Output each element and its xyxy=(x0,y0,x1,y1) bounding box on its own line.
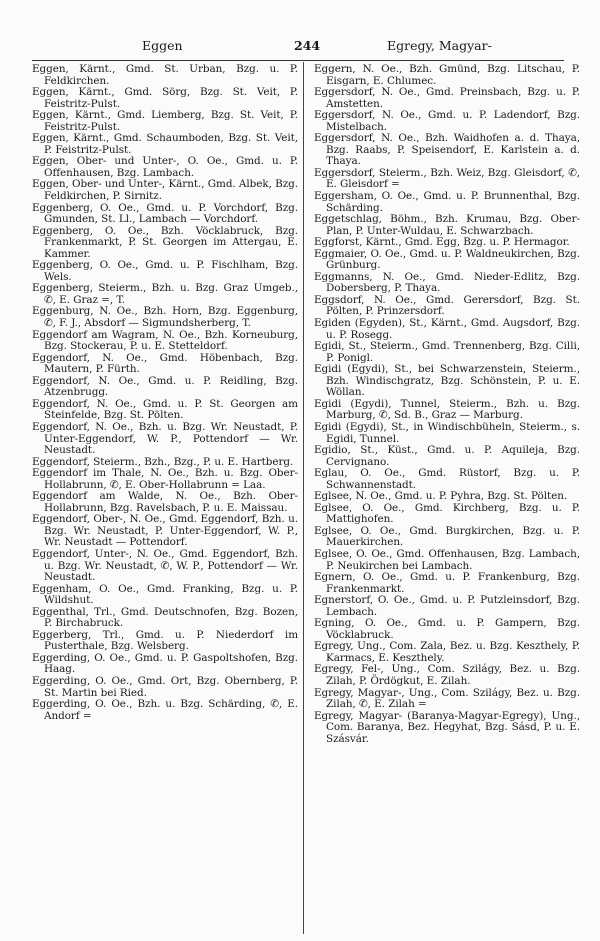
entry: Egnern, O. Oe., Gmd. u. P. Frankenburg, Bzg. Frankenmarkt. xyxy=(314,571,580,595)
entry: Egiden (Egyden), St., Kärnt., Gmd. Augsdorf, Bzg. u. P. Rosegg. xyxy=(314,317,580,341)
column-divider xyxy=(303,62,304,934)
entry: Egregy, Magyar- (Baranya-Magyar-Egregy), Ung., Com. Baranya, Bez. Hegyhat, Bzg. Sásd, P. u. E. Szásvár. xyxy=(314,709,580,745)
header-right-keyword: Egregy, Magyar- xyxy=(387,38,492,53)
entry: Eggenberg, Steierm., Bzh. u. Bzg. Graz Umgeb., ✆, E. Graz =, T. xyxy=(32,282,298,306)
entry: Eggetschlag, Böhm., Bzh. Krumau, Bzg. Ober-Plan, P. Unter-Wuldau, E. Schwarzbach. xyxy=(314,213,580,237)
entry: Eggenberg, O. Oe., Gmd. u. P. Vorchdorf, Bzg. Gmunden, St. Ll., Lambach — Vorchdorf. xyxy=(32,201,298,226)
entry: Eglsee, O. Oe., Gmd. Offenhausen, Bzg. Lambach, P. Neukirchen bei Lambach. xyxy=(314,547,580,572)
entry: Eggendorf, N. Oe., Gmd. u. P. St. Georgen am Steinfelde, Bzg. St. Pölten. xyxy=(32,397,298,422)
entry: Eggendorf, N. Oe., Gmd. u. P. Reidling, Bzg. Atzenbrugg. xyxy=(32,374,298,399)
entry: Egregy, Ung., Com. Zala, Bez. u. Bzg. Keszthely, P. Karmacs, E. Keszthely. xyxy=(314,640,580,664)
entry: Egnerstorf, O. Oe., Gmd. u. P. Putzleinsdorf, Bzg. Lembach. xyxy=(314,594,580,618)
page-number: 244 xyxy=(294,38,321,53)
entry: Eggersdorf, Steierm., Bzh. Weiz, Bzg. Gleisdorf, ✆, E. Gleisdorf = xyxy=(314,166,580,191)
entry: Eggendorf am Wagram, N. Oe., Bzh. Korneuburg, Bzg. Stockerau, P. u. E. Stetteldorf. xyxy=(32,328,298,353)
header-rule xyxy=(32,60,564,61)
entry: Eggforst, Kärnt., Gmd. Egg, Bzg. u. P. Hermagor. xyxy=(314,236,570,249)
entry: Eggenburg, N. Oe., Bzh. Horn, Bzg. Eggenburg, ✆, F. J., Absdorf — Sigmundsherberg, T. xyxy=(32,305,298,330)
entry: Egidio, St., Küst., Gmd. u. P. Aquileja, Bzg. Cervignano. xyxy=(314,444,580,468)
entry: Eggendorf, N. Oe., Bzh. u. Bzg. Wr. Neustadt, P. Unter-Eggendorf, W. P., Pottendorf — Wr. Neustadt. xyxy=(32,420,298,457)
page-header xyxy=(32,38,560,56)
entry: Eggerding, O. Oe., Bzh. u. Bzg. Schärding, ✆, E. Andorf = xyxy=(32,698,298,722)
entry: Egregy, Fel-, Ung., Com. Szilágy, Bez. u. Bzg. Zilah, P. Ördögkut, E. Zilah. xyxy=(314,663,580,687)
entry: Egning, O. Oe., Gmd. u. P. Gampern, Bzg. Vöcklabruck. xyxy=(314,617,580,641)
entry: Eggen, Kärnt., Gmd. St. Urban, Bzg. u. P. Feldkirchen. xyxy=(32,64,298,87)
entry: Eggen, Ober- und Unter-, O. Oe., Gmd. u. P. Offenhausen, Bzg. Lambach. xyxy=(32,155,298,179)
entry: Eggenberg, O. Oe., Bzh. Vöcklabruck, Bzg. Frankenmarkt, P. St. Georgen im Attergau, E. Kammer. xyxy=(32,224,298,260)
entry: Eggern, N. Oe., Bzh. Gmünd, Bzg. Litschau, P. Eisgarn, E. Chlumec. xyxy=(314,64,580,87)
entry: Eggen, Kärnt., Gmd. Sörg, Bzg. St. Veit, P. Feistritz-Pulst. xyxy=(32,86,298,110)
entry: Eggendorf, Unter-, N. Oe., Gmd. Eggendorf, Bzh. u. Bzg. Wr. Neustadt, ✆, W. P., Pottendorf — Wr. Neustadt. xyxy=(32,547,298,584)
entry: Eggendorf, Steierm., Bzh., Bzg., P. u. E. Hartberg. xyxy=(32,455,294,468)
entry: Eggenberg, O. Oe., Gmd. u. P. Fischlham, Bzg. Wels. xyxy=(32,259,298,283)
entry: Eggenthal, Trl., Gmd. Deutschnofen, Bzg. Bozen, P. Birchabruck. xyxy=(32,605,298,630)
entry: Eggersdorf, N. Oe., Gmd. u. P. Ladendorf, Bzg. Mistelbach. xyxy=(314,109,580,133)
entry: Eggersdorf, N. Oe., Gmd. Preinsbach, Bzg. u. P. Amstetten. xyxy=(314,86,580,110)
entry: Eggersham, O. Oe., Gmd. u. P. Brunnenthal, Bzg. Schärding. xyxy=(314,190,580,214)
entry: Eggenham, O. Oe., Gmd. Franking, Bzg. u. P. Wildshut. xyxy=(32,582,298,607)
entry: Egregy, Magyar-, Ung., Com. Szilágy, Bez. u. Bzg. Zilah, ✆, E. Zilah = xyxy=(314,686,580,711)
entry: Eggendorf im Thale, N. Oe., Bzh. u. Bzg. Ober-Hollabrunn, ✆, E. Ober-Hollabrunn = Laa. xyxy=(32,467,298,491)
header-left-keyword: Eggen xyxy=(142,38,183,53)
entry: Eggendorf, N. Oe., Gmd. Höbenbach, Bzg. Mautern, P. Fürth. xyxy=(32,351,298,376)
entry: Egidi (Egydi), St., in Windischbüheln, Steierm., s. Egidi, Tunnel. xyxy=(314,420,580,445)
entry: Eggendorf, Ober-, N. Oe., Gmd. Eggendorf, Bzh. u. Bzg. Wr. Neustadt, P. Unter-Eggendorf, W. P., Wr. Neustadt — Pottendorf. xyxy=(32,513,298,549)
entry: Eggsdorf, N. Oe., Gmd. Gerersdorf, Bzg. St. Pölten, P. Prinzersdorf. xyxy=(314,293,580,318)
entry: Eggen, Ober- und Unter-, Kärnt., Gmd. Albek, Bzg. Feldkirchen, P. Sirnitz. xyxy=(32,178,298,203)
entry: Eglsee, N. Oe., Gmd. u. P. Pyhra, Bzg. St. Pölten. xyxy=(314,490,568,503)
entry: Eggen, Kärnt., Gmd. Schaumboden, Bzg. St. Veit, P. Feistritz-Pulst. xyxy=(32,132,298,156)
entry: Eggen, Kärnt., Gmd. Liemberg, Bzg. St. Veit, P. Feistritz-Pulst. xyxy=(32,109,298,133)
entry: Eglau, O. Oe., Gmd. Rüstorf, Bzg. u. P. Schwannenstadt. xyxy=(314,467,580,491)
right-column xyxy=(314,64,580,934)
entry: Eggerding, O. Oe., Gmd. Ort, Bzg. Obernberg, P. St. Martin bei Ried. xyxy=(32,674,298,699)
entry: Eggendorf am Walde, N. Oe., Bzh. Ober-Hollabrunn, Bzg. Ravelsbach, P. u. E. Maissau. xyxy=(32,490,298,514)
entry: Eggersdorf, N. Oe., Bzh. Waidhofen a. d. Thaya, Bzg. Raabs, P. Speisendorf, E. Karlstein a. d. Thaya. xyxy=(314,132,580,168)
entry: Eggmaier, O. Oe., Gmd. u. P. Waldneukirchen, Bzg. Grünburg. xyxy=(314,247,580,272)
entry: Egidi (Egydi), St., bei Schwarzenstein, Steierm., Bzh. Windischgratz, Bzg. Schönstein, P. u. E. Wöllan. xyxy=(314,363,580,399)
entry: Egidi, St., Steierm., Gmd. Trennenberg, Bzg. Cilli, P. Ponigl. xyxy=(314,340,580,364)
entry: Egidi (Egydi), Tunnel, Steierm., Bzh. u. Bzg. Marburg, ✆, Sd. B., Graz — Marburg. xyxy=(314,397,580,422)
entry: Eglsee, O. Oe., Gmd. Kirchberg, Bzg. u. P. Mattighofen. xyxy=(314,501,580,526)
entry: Eglsee, O. Oe., Gmd. Burgkirchen, Bzg. u. P. Mauerkirchen. xyxy=(314,524,580,549)
entry: Eggerding, O. Oe., Gmd. u. P. Gaspoltshofen, Bzg. Haag. xyxy=(32,651,298,676)
entry: Eggerberg, Trl., Gmd. u. P. Niederdorf im Pusterthale, Bzg. Welsberg. xyxy=(32,628,298,653)
entry: Eggmanns, N. Oe., Gmd. Nieder-Edlitz, Bzg. Dobersberg, P. Thaya. xyxy=(314,270,580,295)
left-column xyxy=(32,64,298,934)
